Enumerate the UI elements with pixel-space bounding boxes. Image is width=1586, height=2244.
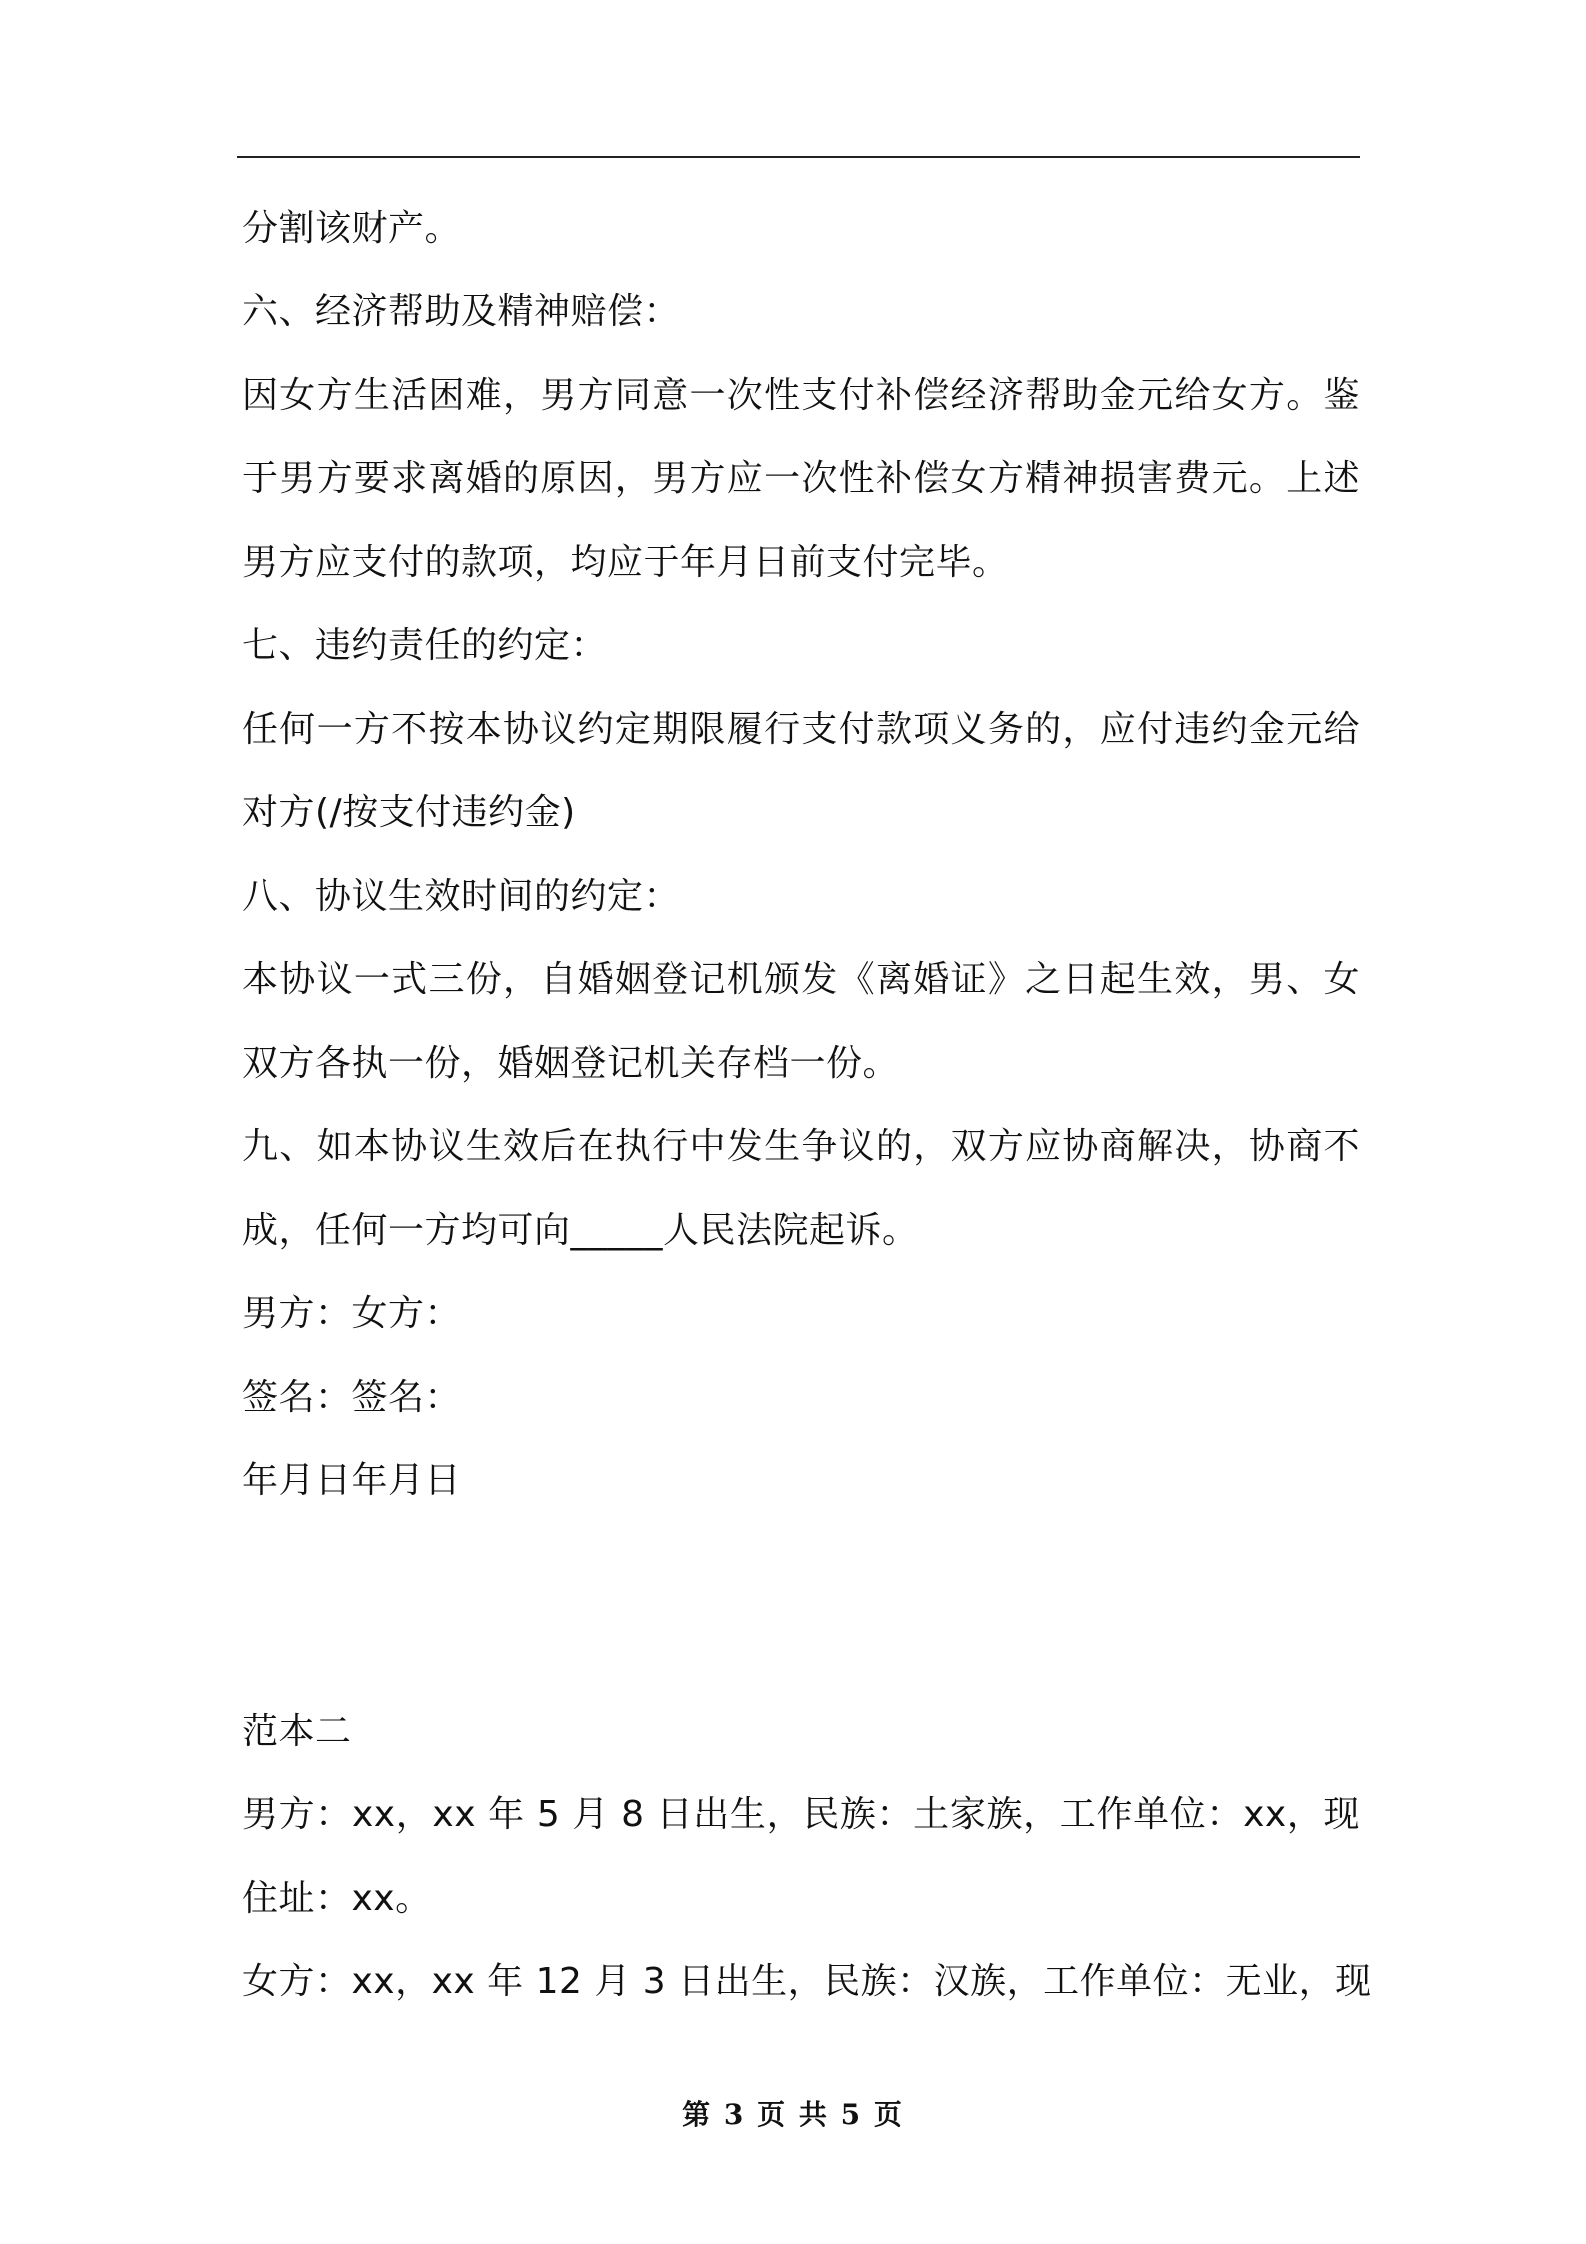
text-line: 本协议一式三份，自婚姻登记机颁发《离婚证》之日起生效，男、女 xyxy=(242,959,1360,1000)
page-footer xyxy=(0,2097,1586,2133)
text-line: 于男方要求离婚的原因，男方应一次性补偿女方精神损害费元。上述 xyxy=(242,458,1360,499)
text-line: 男方：xx，xx 年 5 月 8 日出生，民族：土家族，工作单位：xx，现 xyxy=(242,1794,1360,1835)
section-heading: 八、协议生效时间的约定： xyxy=(242,876,681,917)
section-heading: 七、违约责任的约定： xyxy=(242,625,608,666)
text-line: 因女方生活困难，男方同意一次性支付补偿经济帮助金元给女方。鉴 xyxy=(242,375,1360,416)
section-heading: 六、经济帮助及精神赔偿： xyxy=(242,291,681,332)
signature-parties: 男方：女方： xyxy=(242,1293,462,1334)
page-number: 第 3 页 共 5 页 xyxy=(682,2098,904,2131)
signature-dates: 年月日年月日 xyxy=(242,1460,462,1501)
text-line: 任何一方不按本协议约定期限履行支付款项义务的，应付违约金元给 xyxy=(242,709,1360,750)
text-line: 对方(/按支付违约金) xyxy=(242,792,576,833)
text-line: 女方：xx，xx 年 12 月 3 日出生，民族：汉族，工作单位：无业，现 xyxy=(242,1961,1372,2002)
text-line: 分割该财产。 xyxy=(242,208,462,249)
text-line: 住址：xx。 xyxy=(242,1878,432,1919)
header-rule xyxy=(237,156,1360,158)
signature-labels: 签名：签名： xyxy=(242,1377,462,1418)
text-line: 男方应支付的款项，均应于年月日前支付完毕。 xyxy=(242,542,1009,583)
text-line: 双方各执一份，婚姻登记机关存档一份。 xyxy=(242,1043,900,1084)
text-line: 成，任何一方均可向_____人民法院起诉。 xyxy=(242,1210,919,1251)
template-title: 范本二 xyxy=(242,1711,352,1752)
section-heading: 九、如本协议生效后在执行中发生争议的，双方应协商解决，协商不 xyxy=(242,1126,1360,1167)
